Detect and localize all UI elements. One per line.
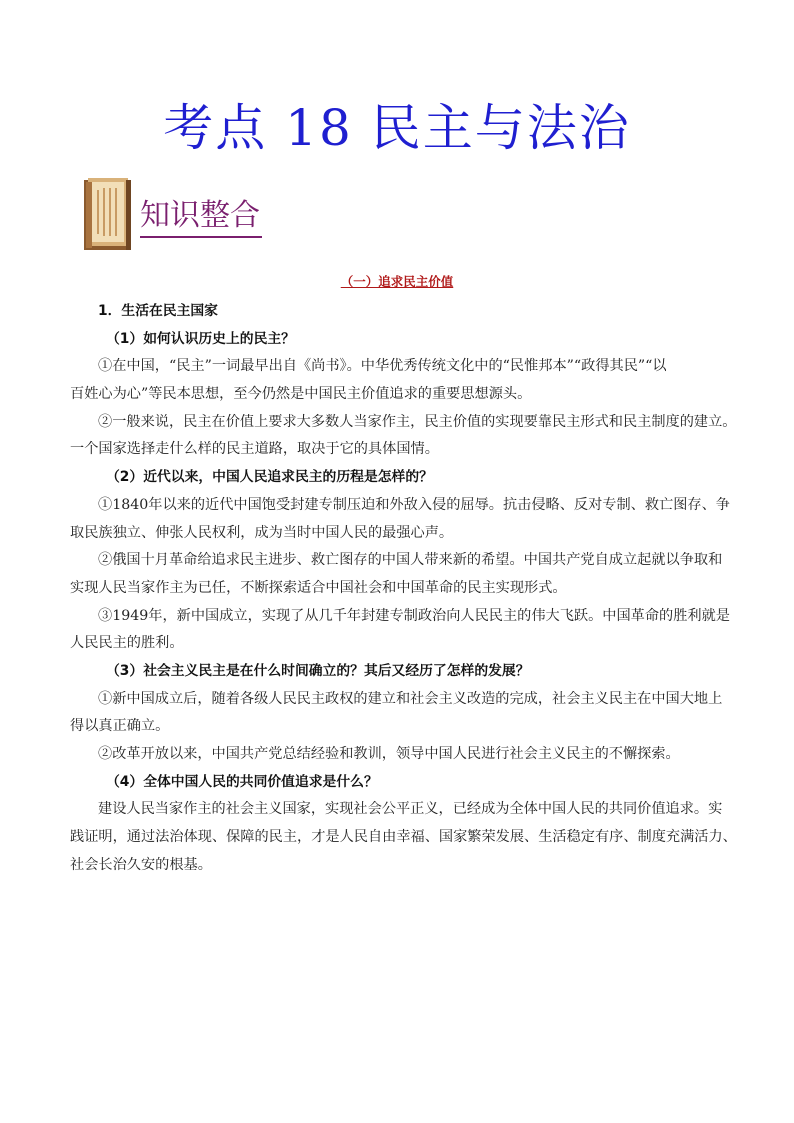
paragraph-line: ②改革开放以来，中国共产党总结经验和教训，领导中国人民进行社会主义民主的不懈探索。 [98, 746, 680, 762]
question-heading: （2）近代以来，中国人民追求民主的历程是怎样的？ [106, 469, 433, 486]
paragraph-line: 实现人民当家作主为已任，不断探索适合中国社会和中国革命的民主实现形式。 [70, 579, 567, 596]
book-icon [82, 176, 134, 252]
subsection-heading: 1．生活在民主国家 [98, 303, 218, 319]
paragraph-line: ①在中国，“民主”一词最早出自《尚书》。中华优秀传统文化中的“民惟邦本”“政得其民”“以 [98, 358, 667, 375]
section-banner [82, 176, 322, 254]
paragraph-line: ①新中国成立后，随着各级人民民主政权的建立和社会主义改造的完成，社会主义民主在中国大地上 [98, 690, 723, 707]
paragraph-line: 建设人民当家作主的社会主义国家，实现社会公平正义，已经成为全体中国人民的共同价值追求。实 [98, 801, 723, 818]
paragraph-line: 一个国家选择走什么样的民主道路，取决于它的具体国情。 [70, 441, 439, 458]
document-body [70, 298, 737, 879]
page-title: 考点 18 民主与法治 [163, 99, 631, 157]
question-heading: （4）全体中国人民的共同价值追求是什么？ [106, 773, 378, 790]
paragraph-line: ①1840年以来的近代中国饱受封建专制压迫和外敌入侵的屈辱。抗击侵略、反对专制、救亡图存、争 [98, 496, 730, 513]
paragraph-line: 人民民主的胜利。 [70, 635, 184, 652]
banner-label: 知识整合 [140, 196, 262, 238]
paragraph-line: ③1949年，新中国成立，实现了从几千年封建专制政治向人民民主的伟大飞跃。中国革命的胜利就是 [98, 607, 730, 624]
paragraph-line: 百姓心为心”等民本思想，至今仍然是中国民主价值追求的重要思想源头。 [70, 386, 532, 403]
paragraph-line: 取民族独立、伸张人民权利，成为当时中国人民的最强心声。 [70, 524, 454, 541]
paragraph-line: ②俄国十月革命给追求民主进步、救亡图存的中国人带来新的希望。中国共产党自成立起就以争取和 [98, 552, 723, 569]
paragraph-line: 社会长治久安的根基。 [70, 856, 212, 873]
paragraph-line: 得以真正确立。 [70, 718, 170, 735]
question-heading: （1）如何认识历史上的民主？ [106, 330, 295, 347]
paragraph-line: ②一般来说，民主在价值上要求大多数人当家作主，民主价值的实现要靠民主形式和民主制度的建立。 [98, 413, 737, 430]
paragraph-line: 践证明，通过法治体现、保障的民主，才是人民自由幸福、国家繁荣发展、生活稳定有序、制度充满活力、 [70, 829, 737, 846]
question-heading: （3）社会主义民主是在什么时间确立的？其后又经历了怎样的发展？ [106, 662, 530, 679]
section-heading: （一）追求民主价值 [340, 274, 454, 289]
